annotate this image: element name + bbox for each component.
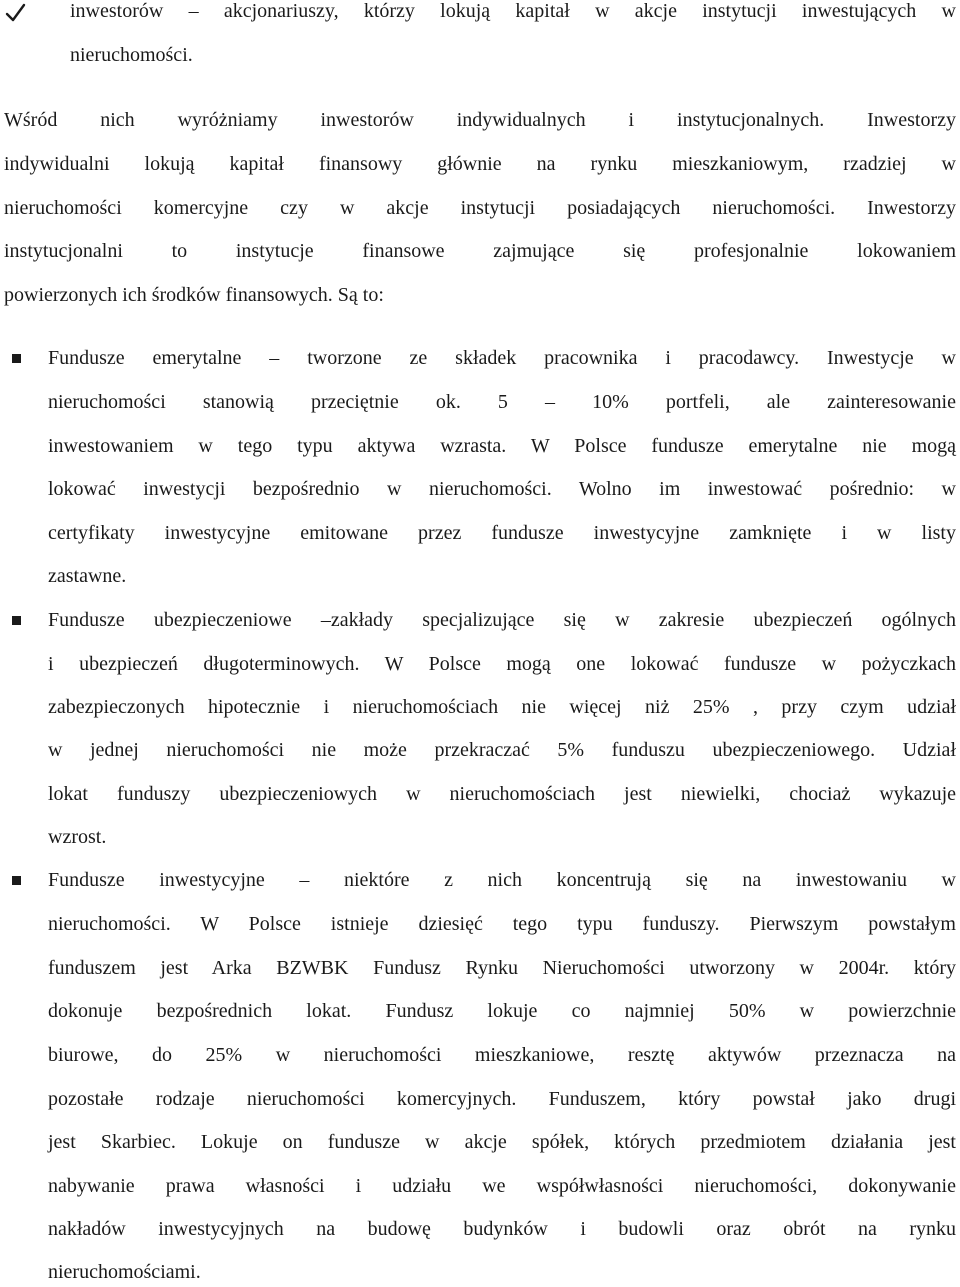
bullet-line: Fundusze inwestycyjne – niektóre z nich koncentrują się na inwestowaniu w: [48, 869, 956, 891]
paragraph-line: nieruchomości komercyjne czy w akcje instytucji posiadających nieruchomości. Inwestorzy: [4, 197, 956, 219]
bullet-line: wzrost.: [48, 826, 107, 848]
bullet-line: funduszem jest Arka BZWBK Fundusz Rynku Nieruchomości utworzony w 2004r. który: [48, 957, 956, 979]
bullet-line: Fundusze ubezpieczeniowe –zakłady specjalizujące się w zakresie ubezpieczeń ogólnych: [48, 609, 956, 631]
bullet-line: nieruchomości stanowią przeciętnie ok. 5 – 10% portfeli, ale zainteresowanie: [48, 391, 956, 413]
bullet-line: lokować inwestycji bezpośrednio w nieruchomości. Wolno im inwestować pośrednio: w: [48, 478, 956, 500]
check-icon: [4, 2, 26, 24]
bullet-line: zastawne.: [48, 565, 127, 587]
paragraph-line: powierzonych ich środków finansowych. Są to:: [4, 284, 384, 306]
bullet-line: nieruchomościami.: [48, 1261, 201, 1283]
bullet-line: nabywanie prawa własności i udziału we współwłasności nieruchomości, dokonywanie: [48, 1175, 956, 1197]
paragraph-line: indywidualni lokują kapitał finansowy głównie na rynku mieszkaniowym, rzadziej w: [4, 153, 956, 175]
bullet-line: jest Skarbiec. Lokuje on fundusze w akcje spółek, których przedmiotem działania jest: [48, 1131, 956, 1153]
bullet-line: nakładów inwestycyjnych na budowę budynków i budowli oraz obrót na rynku: [48, 1218, 956, 1240]
bullet-line: certyfikaty inwestycyjne emitowane przez fundusze inwestycyjne zamknięte i w listy: [48, 522, 956, 544]
bullet-line: pozostałe rodzaje nieruchomości komercyjnych. Funduszem, który powstał jako drugi: [48, 1088, 956, 1110]
bullet-line: biurowe, do 25% w nieruchomości mieszkaniowe, resztę aktywów przeznacza na: [48, 1044, 956, 1066]
square-bullet-icon: [12, 876, 21, 885]
paragraph-line: instytucjonalni to instytucje finansowe zajmujące się profesjonalnie lokowaniem: [4, 240, 956, 262]
bullet-line: inwestowaniem w tego typu aktywa wzrasta. W Polsce fundusze emerytalne nie mogą: [48, 435, 956, 457]
square-bullet-icon: [12, 354, 21, 363]
bullet-line: zabezpieczonych hipotecznie i nieruchomościach nie więcej niż 25% , przy czym udział: [48, 696, 956, 718]
bullet-line: dokonuje bezpośrednich lokat. Fundusz lokuje co najmniej 50% w powierzchnie: [48, 1000, 956, 1022]
bullet-line: w jednej nieruchomości nie może przekraczać 5% funduszu ubezpieczeniowego. Udział: [48, 739, 956, 761]
bullet-line: Fundusze emerytalne – tworzone ze składek pracownika i pracodawcy. Inwestycje w: [48, 347, 956, 369]
intro-line: inwestorów – akcjonariuszy, którzy lokują kapitał w akcje instytucji inwestujących w: [70, 0, 956, 22]
bullet-line: nieruchomości. W Polsce istnieje dziesięć tego typu funduszy. Pierwszym powstałym: [48, 913, 956, 935]
bullet-line: i ubezpieczeń długoterminowych. W Polsce mogą one lokować fundusze w pożyczkach: [48, 653, 956, 675]
paragraph-line: Wśród nich wyróżniamy inwestorów indywidualnych i instytucjonalnych. Inwestorzy: [4, 109, 956, 131]
intro-line: nieruchomości.: [70, 44, 193, 66]
square-bullet-icon: [12, 616, 21, 625]
bullet-line: lokat funduszy ubezpieczeniowych w nieruchomościach jest niewielki, chociaż wykazuje: [48, 783, 956, 805]
